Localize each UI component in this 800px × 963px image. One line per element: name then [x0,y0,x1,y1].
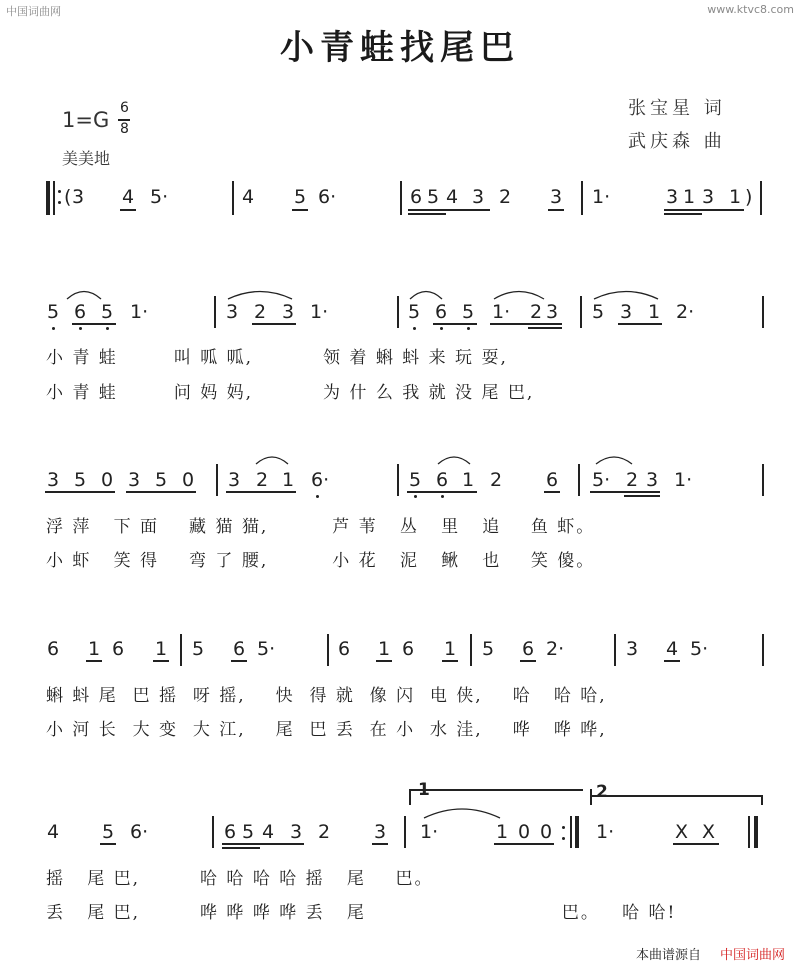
note: 6· [130,821,149,843]
note: 1 [729,186,742,208]
note: 6 [47,638,60,660]
note: 1· [492,301,511,323]
note: 0 [518,821,531,843]
note: 0 [101,469,114,491]
note: 1 [378,638,391,660]
note: 1 [88,638,101,660]
note: 1· [596,821,615,843]
note: 6 [233,638,246,660]
note: 5 [47,301,60,323]
note: 6 [112,638,125,660]
note: 2 [318,821,331,843]
note: 3 [472,186,485,208]
watermark-left: 中国词曲网 [6,5,61,18]
note: 3 [47,469,60,491]
note: 2 [499,186,512,208]
lyricist-credit: 张宝星 词 [628,98,726,119]
note: 6· [311,469,330,491]
note: 4 [242,186,255,208]
note: 5 [408,301,421,323]
note: 4 [122,186,135,208]
lyric-verse-2: 小 青 蛙 问 妈 妈, 为 什 么 我 就 没 尾 巴, [46,383,535,403]
note: 3 [226,301,239,323]
key-signature: 1=G [62,108,110,132]
note: 3 [666,186,679,208]
note: 2 [256,469,269,491]
note: 2 [254,301,267,323]
lyric-verse-1: 蝌 蚪 尾 巴 摇 呀 摇, 快 得 就 像 闪 电 侠, 哈 哈 哈, [46,686,607,706]
note: 1 [282,469,295,491]
note: X [702,821,716,843]
lyric-verse-1: 摇 尾 巴, 哈 哈 哈 哈 摇 尾 巴。 [46,869,434,889]
note: 4 [262,821,275,843]
note: X [675,821,689,843]
note: 6 [224,821,237,843]
note: 5 [192,638,205,660]
note: 6 [546,469,559,491]
composer-credit: 武庆森 曲 [628,131,726,152]
note: 0 [540,821,553,843]
lyric-verse-2: 丢 尾 巴, 哗 哗 哗 哗 丢 尾 巴。 哈 哈! [46,903,677,923]
note: 1 [648,301,661,323]
note: 1· [592,186,611,208]
note: 2· [676,301,695,323]
note: 6 [522,638,535,660]
note: 1 [444,638,457,660]
note: 1· [420,821,439,843]
footer-source-label: 本曲谱源自 [636,948,702,963]
note: 1· [674,469,693,491]
volta-1: 1 [418,780,430,800]
note: 5· [150,186,169,208]
note: 1 [496,821,509,843]
note: 4 [47,821,60,843]
note: 5 [242,821,255,843]
note: 3 [550,186,563,208]
note: 2· [546,638,565,660]
volta-2: 2 [596,782,608,802]
lyric-verse-1: 小 青 蛙 叫 呱 呱, 领 着 蝌 蚪 来 玩 耍, [46,348,508,368]
note: 5 [427,186,440,208]
tempo-marking: 美美地 [62,149,111,168]
note: 2 [626,469,639,491]
footer-source-site[interactable]: 中国词曲网 [720,948,786,963]
note: 3 [620,301,633,323]
note: 3 [72,186,85,208]
note: 3 [626,638,639,660]
note: 5 [462,301,475,323]
note: 3 [374,821,387,843]
note: 2 [490,469,503,491]
lyric-verse-2: 小 河 长 大 变 大 江, 尾 巴 丢 在 小 水 洼, 哗 哗 哗, [46,720,607,740]
note: 3 [290,821,303,843]
note: 1 [683,186,696,208]
note: 5 [155,469,168,491]
note: 3 [228,469,241,491]
note: 6 [410,186,423,208]
page-title: 小青蛙找尾巴 [280,28,520,68]
note: 1· [310,301,329,323]
note: 6 [402,638,415,660]
note: 3 [282,301,295,323]
note: 5· [592,469,611,491]
note: 5 [294,186,307,208]
time-signature-bottom: 8 [120,121,129,137]
note: 3 [546,301,559,323]
note: 3 [702,186,715,208]
note: 0 [182,469,195,491]
lyric-verse-1: 浮 萍 下 面 藏 猫 猫, 芦 苇 丛 里 追 鱼 虾。 [46,517,596,537]
note: 5 [482,638,495,660]
note: 6 [435,301,448,323]
note: 4 [446,186,459,208]
note: 5 [102,821,115,843]
note: 4 [666,638,679,660]
note: 6 [436,469,449,491]
note: 1 [155,638,168,660]
note: 6 [338,638,351,660]
note: 3 [646,469,659,491]
note: 5· [257,638,276,660]
note: 5 [101,301,114,323]
note: 1 [462,469,475,491]
note: 5 [74,469,87,491]
note: 5 [409,469,422,491]
note: 6 [74,301,87,323]
watermark-right: www.ktvc8.com [707,3,794,16]
note: 5· [690,638,709,660]
lyric-verse-2: 小 虾 笑 得 弯 了 腰, 小 花 泥 鳅 也 笑 傻。 [46,551,596,571]
note: 2 [530,301,543,323]
note: 3 [128,469,141,491]
note: 5 [592,301,605,323]
note: 1· [130,301,149,323]
time-signature-top: 6 [120,100,129,116]
note: 6· [318,186,337,208]
